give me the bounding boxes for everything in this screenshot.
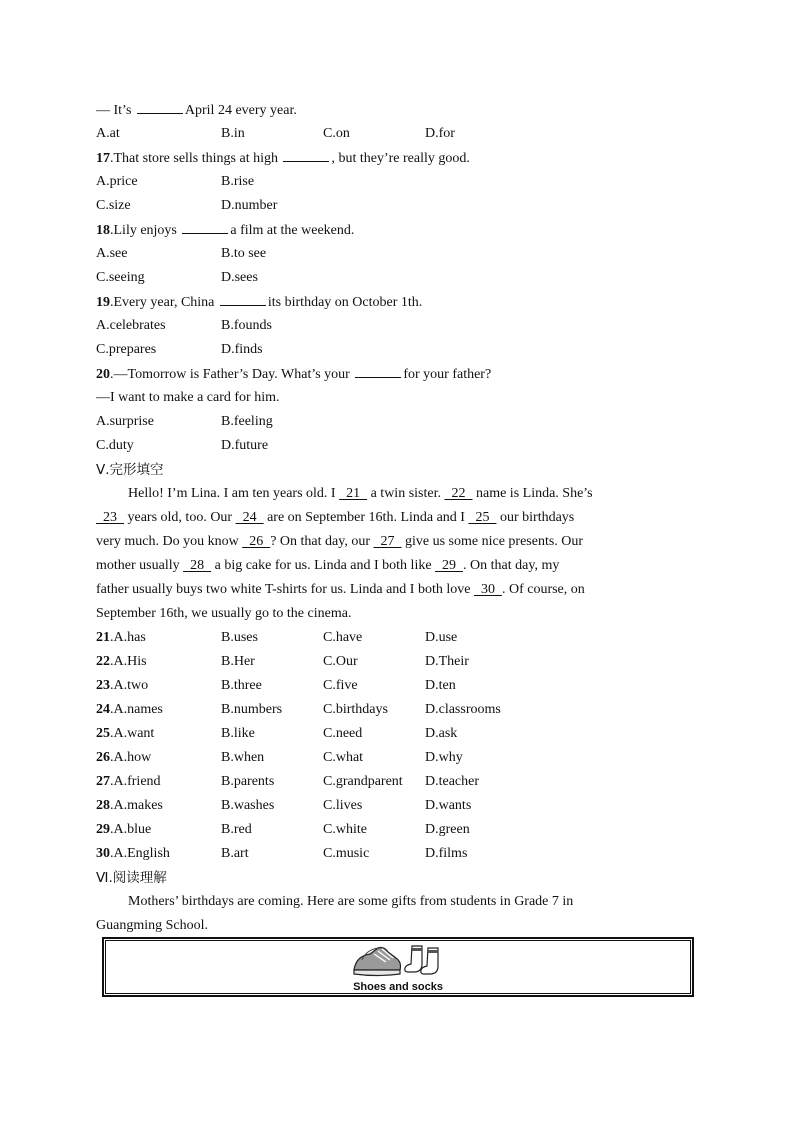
- option: D.use: [425, 630, 458, 645]
- answer-blank: [182, 218, 228, 234]
- q18-stem: 18.Lily enjoys a film at the weekend.: [96, 218, 696, 242]
- option: .A.has: [110, 630, 146, 645]
- reading-intro-line: Mothers’ birthdays are coming. Here are some gifts from students in Grade 7 in: [128, 894, 574, 909]
- option: D.for: [425, 126, 455, 141]
- blank-22: 22: [444, 486, 473, 501]
- blank-27: 27: [373, 534, 402, 549]
- blank-26: 26: [242, 534, 271, 549]
- passage-line: father usually buys two white T-shirts for us. Linda and I both love 30 . Of course, on: [96, 582, 585, 597]
- option: C.what: [323, 750, 364, 765]
- option: B.in: [221, 126, 245, 141]
- question-number: 26: [96, 750, 110, 765]
- blank-30: 30: [473, 582, 502, 597]
- option: D.films: [425, 846, 468, 861]
- option: C.size: [96, 198, 131, 213]
- cloze-row: [96, 794, 696, 818]
- option: B.uses: [221, 630, 258, 645]
- q20-options-row1: [96, 410, 696, 434]
- q17-stem: 17.That store sells things at high , but they’re really good.: [96, 146, 696, 170]
- q17-options-row1: [96, 170, 696, 194]
- option: B.to see: [221, 246, 267, 261]
- q17-options-row2: [96, 194, 696, 218]
- answer-blank: [283, 146, 329, 162]
- option: .A.want: [110, 726, 155, 741]
- option: .A.makes: [110, 798, 163, 813]
- option: .A.English: [110, 846, 170, 861]
- blank-25: 25: [468, 510, 497, 525]
- cloze-row: [96, 746, 696, 770]
- question-number: 29: [96, 822, 110, 837]
- question-number: 18: [96, 223, 110, 238]
- option: B.parents: [221, 774, 275, 789]
- q19-stem: 19.Every year, China its birthday on October 1th.: [96, 290, 696, 314]
- cloze-row: [96, 650, 696, 674]
- cloze-row: [96, 818, 696, 842]
- question-number: 22: [96, 654, 110, 669]
- passage-line: very much. Do you know 26 ? On that day, our 27 give us some nice presents. Our: [96, 534, 584, 549]
- option: .A.how: [110, 750, 152, 765]
- cloze-row: [96, 674, 696, 698]
- blank-23: 23: [96, 510, 124, 525]
- question-number: 25: [96, 726, 110, 741]
- answer-blank: [355, 362, 401, 378]
- question-number: 21: [96, 630, 110, 645]
- q19-options-row2: [96, 338, 696, 362]
- option: A.celebrates: [96, 318, 166, 333]
- option: B.washes: [221, 798, 275, 813]
- question-number: 17: [96, 151, 110, 166]
- option: B.three: [221, 678, 262, 693]
- cloze-row: [96, 722, 696, 746]
- q16-options: [96, 122, 696, 146]
- option: .A.two: [110, 678, 149, 693]
- q18-options-row1: [96, 242, 696, 266]
- option: C.birthdays: [323, 702, 388, 717]
- cloze-row: [96, 770, 696, 794]
- option: C.on: [323, 126, 350, 141]
- q20-stem: 20.—Tomorrow is Father’s Day. What’s your for your father?: [96, 362, 696, 386]
- option: B.Her: [221, 654, 255, 669]
- question-number: 28: [96, 798, 110, 813]
- option: .A.His: [110, 654, 147, 669]
- passage-line: Hello! I’m Lina. I am ten years old. I 21 a twin sister. 22 name is Linda. She’s: [128, 486, 593, 501]
- option: D.number: [221, 198, 278, 213]
- option: B.like: [221, 726, 255, 741]
- option: B.red: [221, 822, 252, 837]
- option: D.why: [425, 750, 463, 765]
- option: C.grandparent: [323, 774, 403, 789]
- blank-28: 28: [183, 558, 212, 573]
- q19-options-row1: [96, 314, 696, 338]
- q20-reply: —I want to make a card for him.: [96, 390, 280, 405]
- option: B.founds: [221, 318, 272, 333]
- q20-options-row2: [96, 434, 696, 458]
- section-title-cloze: Ⅴ.完形填空: [96, 462, 164, 478]
- option: B.numbers: [221, 702, 283, 717]
- option: C.prepares: [96, 342, 157, 357]
- option: D.future: [221, 438, 269, 453]
- worksheet: [96, 98, 696, 938]
- gift-caption: Shoes and socks: [353, 981, 443, 993]
- question-number: 20: [96, 367, 110, 382]
- option: D.finds: [221, 342, 263, 357]
- option: D.classrooms: [425, 702, 501, 717]
- option: C.lives: [323, 798, 363, 813]
- option: D.ask: [425, 726, 458, 741]
- option: B.when: [221, 750, 265, 765]
- blank-21: 21: [339, 486, 368, 501]
- option: D.Their: [425, 654, 469, 669]
- option: B.feeling: [221, 414, 273, 429]
- gift-box: [102, 937, 694, 997]
- option: B.art: [221, 846, 249, 861]
- q16-stem: — It’s April 24 every year.: [96, 98, 696, 122]
- option: D.green: [425, 822, 470, 837]
- passage-line: September 16th, we usually go to the cinema.: [96, 606, 352, 621]
- option: C.seeing: [96, 270, 145, 285]
- answer-blank: [137, 98, 183, 114]
- cloze-row: [96, 842, 696, 866]
- answer-blank: [220, 290, 266, 306]
- option: D.teacher: [425, 774, 480, 789]
- option: .A.friend: [110, 774, 161, 789]
- option: C.five: [323, 678, 358, 693]
- option: .A.names: [110, 702, 163, 717]
- question-number: 30: [96, 846, 110, 861]
- shoes-socks-icon: [352, 942, 452, 980]
- option: D.wants: [425, 798, 472, 813]
- option: C.music: [323, 846, 370, 861]
- cloze-row: [96, 626, 696, 650]
- question-number: 24: [96, 702, 110, 717]
- q18-options-row2: [96, 266, 696, 290]
- passage-line: mother usually 28 a big cake for us. Linda and I both like 29 . On that day, my: [96, 558, 560, 573]
- option: A.price: [96, 174, 138, 189]
- option: C.need: [323, 726, 363, 741]
- question-number: 27: [96, 774, 110, 789]
- option: D.ten: [425, 678, 456, 693]
- question-number: 23: [96, 678, 110, 693]
- option: C.have: [323, 630, 363, 645]
- option: B.rise: [221, 174, 255, 189]
- option: C.duty: [96, 438, 134, 453]
- blank-29: 29: [435, 558, 464, 573]
- option: A.at: [96, 126, 120, 141]
- option: A.surprise: [96, 414, 154, 429]
- blank-24: 24: [235, 510, 264, 525]
- option: C.Our: [323, 654, 358, 669]
- option: A.see: [96, 246, 128, 261]
- cloze-row: [96, 698, 696, 722]
- section-title-reading: Ⅵ.阅读理解: [96, 870, 167, 886]
- passage-line: 23 years old, too. Our 24 are on September 16th. Linda and I 25 our birthdays: [96, 510, 575, 525]
- option: D.sees: [221, 270, 258, 285]
- option: C.white: [323, 822, 367, 837]
- reading-intro-line: Guangming School.: [96, 918, 208, 933]
- question-number: 19: [96, 295, 110, 310]
- option: .A.blue: [110, 822, 152, 837]
